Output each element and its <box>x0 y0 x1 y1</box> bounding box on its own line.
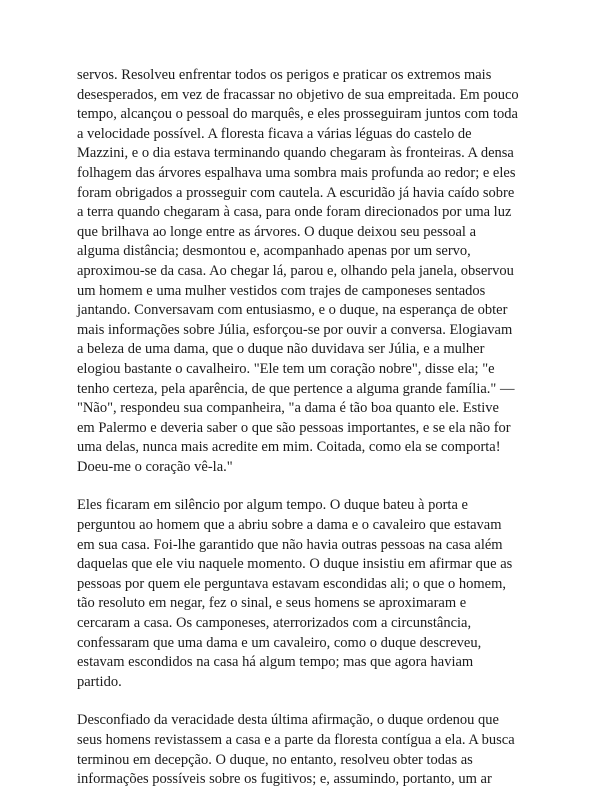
paragraph-3 <box>77 711 527 789</box>
text-line: mais informações sobre Júlia, esforçou-se por ouvir a conversa. Elogiavam <box>77 321 513 338</box>
text-line: tão resoluto em negar, fez o sinal, e seus homens se aproximaram e <box>77 595 467 612</box>
text-line: aproximou-se da casa. Ao chegar lá, parou e, olhando pela janela, observou <box>77 262 514 279</box>
text-line: perguntou ao homem que a abriu sobre a dama e o cavaleiro que estavam <box>77 517 502 534</box>
paragraph-1 <box>77 66 527 477</box>
text-line: pessoas por quem ele perguntava estavam escondidas ali; o que o homem, <box>77 575 506 592</box>
document-page <box>77 66 527 809</box>
text-line: foram obrigados a prosseguir com cautela. A escuridão já havia caído sobre <box>77 184 515 201</box>
text-line: tempo, alcançou o pessoal do marquês, e eles prosseguiram juntos com toda <box>77 106 518 123</box>
text-line: uma delas, nunca mais acredite em mim. Coitada, como ela se comporta! <box>77 439 501 456</box>
text-line: em sua casa. Foi-lhe garantido que não havia outras pessoas na casa além <box>77 536 503 553</box>
text-line: informações possíveis sobre os fugitivos; e, assumindo, portanto, um ar <box>77 771 492 788</box>
text-line: "Não", respondeu sua companheira, "a dama é tão boa quanto ele. Estive <box>77 400 499 417</box>
text-line: folhagem das árvores espalhava uma sombra mais profunda ao redor; e eles <box>77 164 516 181</box>
text-line: desesperados, em vez de fracassar no objetivo de sua empreitada. Em pouco <box>77 86 519 103</box>
text-line: a beleza de uma dama, que o duque não duvidava ser Júlia, e a mulher <box>77 341 485 358</box>
text-line: em Palermo e deveria saber o que são pessoas importantes, e se ela não for <box>77 419 511 436</box>
text-line: a terra quando chegaram à casa, para onde foram direcionados por uma luz <box>77 204 512 221</box>
text-line: Eles ficaram em silêncio por algum tempo. O duque bateu à porta e <box>77 497 468 514</box>
text-line: confessaram que uma dama e um cavaleiro, como o duque descreveu, <box>77 634 482 651</box>
text-line: cercaram a casa. Os camponeses, aterrorizados com a circunstância, <box>77 615 472 632</box>
text-line: elogiou bastante o cavalheiro. "Ele tem um coração nobre", disse ela; "e <box>77 360 495 377</box>
text-line: partido. <box>77 673 122 690</box>
text-line: estavam escondidos na casa há algum tempo; mas que agora haviam <box>77 654 474 671</box>
text-line: servos. Resolveu enfrentar todos os perigos e praticar os extremos mais <box>77 67 492 83</box>
text-line: que brilhava ao longe entre as árvores. O duque deixou seu pessoal a <box>77 223 477 240</box>
text-line: a velocidade possível. A floresta ficava a várias léguas do castelo de <box>77 125 472 142</box>
text-line: um homem e uma mulher vestidos com trajes de camponeses sentados <box>77 282 486 299</box>
text-line: seus homens revistassem a casa e a parte da floresta contígua a ela. A busca <box>77 732 515 748</box>
text-line: daquelas que ele viu naquele momento. O duque insistiu em afirmar que as <box>77 556 513 573</box>
text-line: terminou em decepção. O duque, no entanto, resolveu obter todas as <box>77 751 473 768</box>
text-line: Mazzini, e o dia estava terminando quando chegaram às fronteiras. A densa <box>77 145 514 162</box>
text-line: jantando. Conversavam com entusiasmo, e o duque, na esperança de obter <box>77 302 508 319</box>
text-line: Doeu-me o coração vê-la." <box>77 458 233 475</box>
paragraph-2 <box>77 496 527 692</box>
text-line: alguma distância; desmontou e, acompanhado apenas por um servo, <box>77 243 471 260</box>
text-line: tenho certeza, pela aparência, de que pertence a alguma grande família." — <box>77 380 515 397</box>
text-line: Desconfiado da veracidade desta última afirmação, o duque ordenou que <box>77 712 499 729</box>
